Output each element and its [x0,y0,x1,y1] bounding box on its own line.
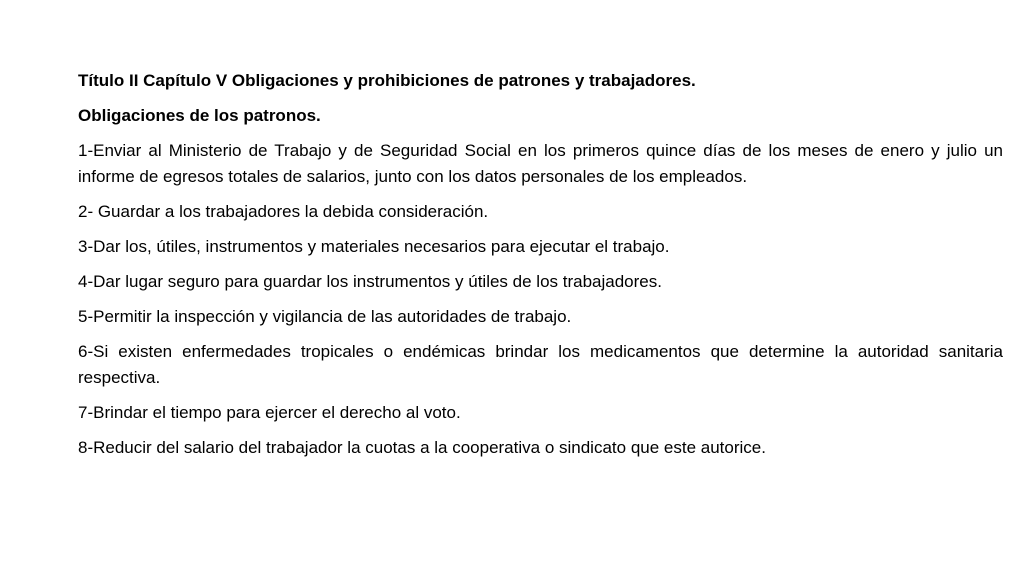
document-title: Título II Capítulo V Obligaciones y prohibiciones de patrones y trabajadores. [78,71,696,90]
list-item-3: 3-Dar los, útiles, instrumentos y materiales necesarios para ejecutar el trabajo. [78,237,670,256]
list-item-4: 4-Dar lugar seguro para guardar los instrumentos y útiles de los trabajadores. [78,272,662,291]
list-item-2: 2- Guardar a los trabajadores la debida consideración. [78,202,489,221]
slide-content [78,68,1003,470]
list-item-5: 5-Permitir la inspección y vigilancia de las autoridades de trabajo. [78,307,572,326]
list-item-7: 7-Brindar el tiempo para ejercer el derecho al voto. [78,403,461,422]
list-item-8: 8-Reducir del salario del trabajador la cuotas a la cooperativa o sindicato que este autorice. [78,438,766,457]
document-subtitle: Obligaciones de los patronos. [78,106,321,125]
list-item-1: 1-Enviar al Ministerio de Trabajo y de Seguridad Social en los primeros quince días de los meses de enero y julio un informe de egresos totales de salarios, junto con los datos personales de los empleados. [78,141,1003,186]
list-item-6: 6-Si existen enfermedades tropicales o endémicas brindar los medicamentos que determine la autoridad sanitaria respectiva. [78,342,1003,387]
